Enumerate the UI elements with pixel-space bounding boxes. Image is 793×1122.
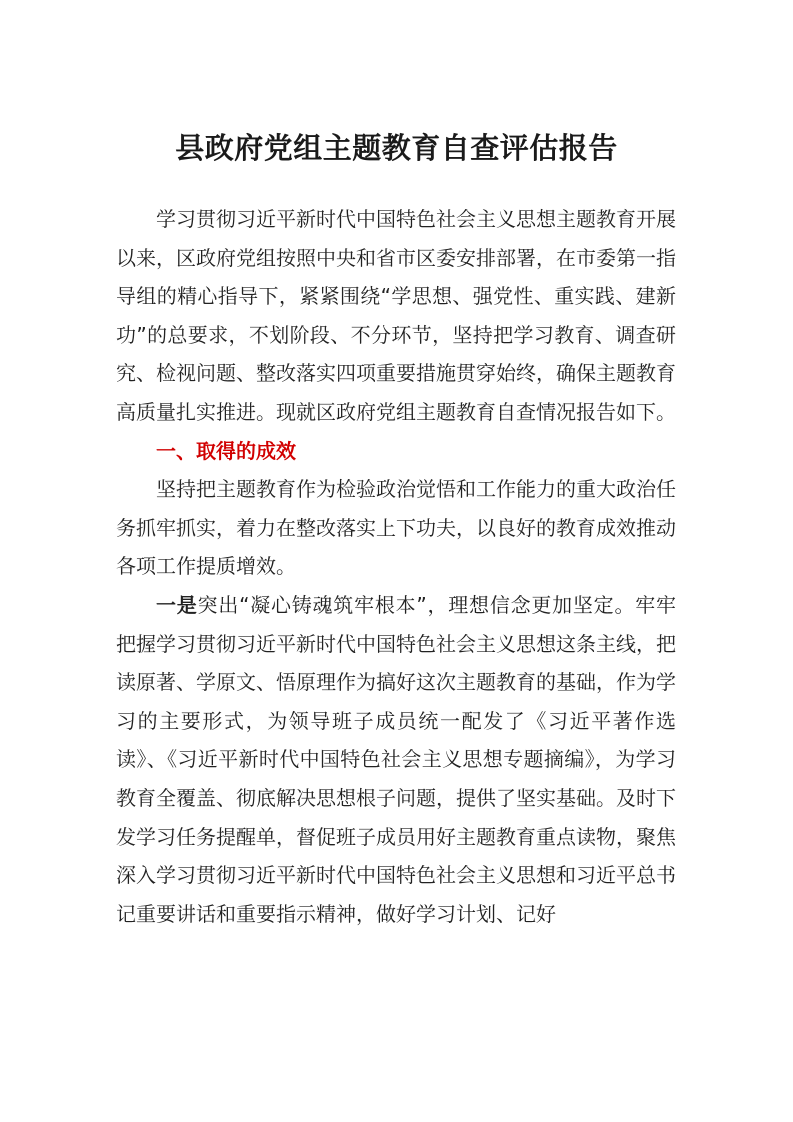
- point-one-paragraph: [116, 586, 676, 933]
- document-title: 县政府党组主题教育自查评估报告: [175, 131, 618, 165]
- intro-paragraph: 学习贯彻习近平新时代中国特色社会主义思想主题教育开展以来，区政府党组按照中央和省市区委安排部署，在市委第一指导组的精心指导下，紧紧围绕“学思想、强党性、重实践、建新功”的总要求，不划阶段、不分环节，坚持把学习教育、调查研究、检视问题、整改落实四项重要措施贯穿始终，确保主题教育高质量扎实推进。现就区政府党组主题教育自查情况报告如下。: [116, 207, 676, 424]
- document-body: [116, 200, 676, 933]
- section-heading: 一、取得的成效: [156, 438, 296, 463]
- section-summary-paragraph: 坚持把主题教育作为检验政治觉悟和工作能力的重大政治任务抓牢抓实，着力在整改落实上下功夫，以良好的教育成效推动各项工作提质增效。: [116, 477, 676, 579]
- point-one-text: 突出“凝心铸魂筑牢根本”，理想信念更加坚定。牢牢把握学习贯彻习近平新时代中国特色社会主义思想这条主线，把读原著、学原文、悟原理作为搞好这次主题教育的基础，作为学习的主要形式，为领导班子成员统一配发了《习近平著作选读》、《习近平新时代中国特色社会主义思想专题摘编》，为学习教育全覆盖、彻底解决思想根子问题，提供了坚实基础。及时下发学习任务提醒单，督促班子成员用好主题教育重点读物，聚焦深入学习贯彻习近平新时代中国特色社会主义思想和习近平总书记重要讲话和重要指示精神，做好学习计划、记好: [116, 592, 676, 926]
- point-one-lead: 一是: [156, 592, 198, 617]
